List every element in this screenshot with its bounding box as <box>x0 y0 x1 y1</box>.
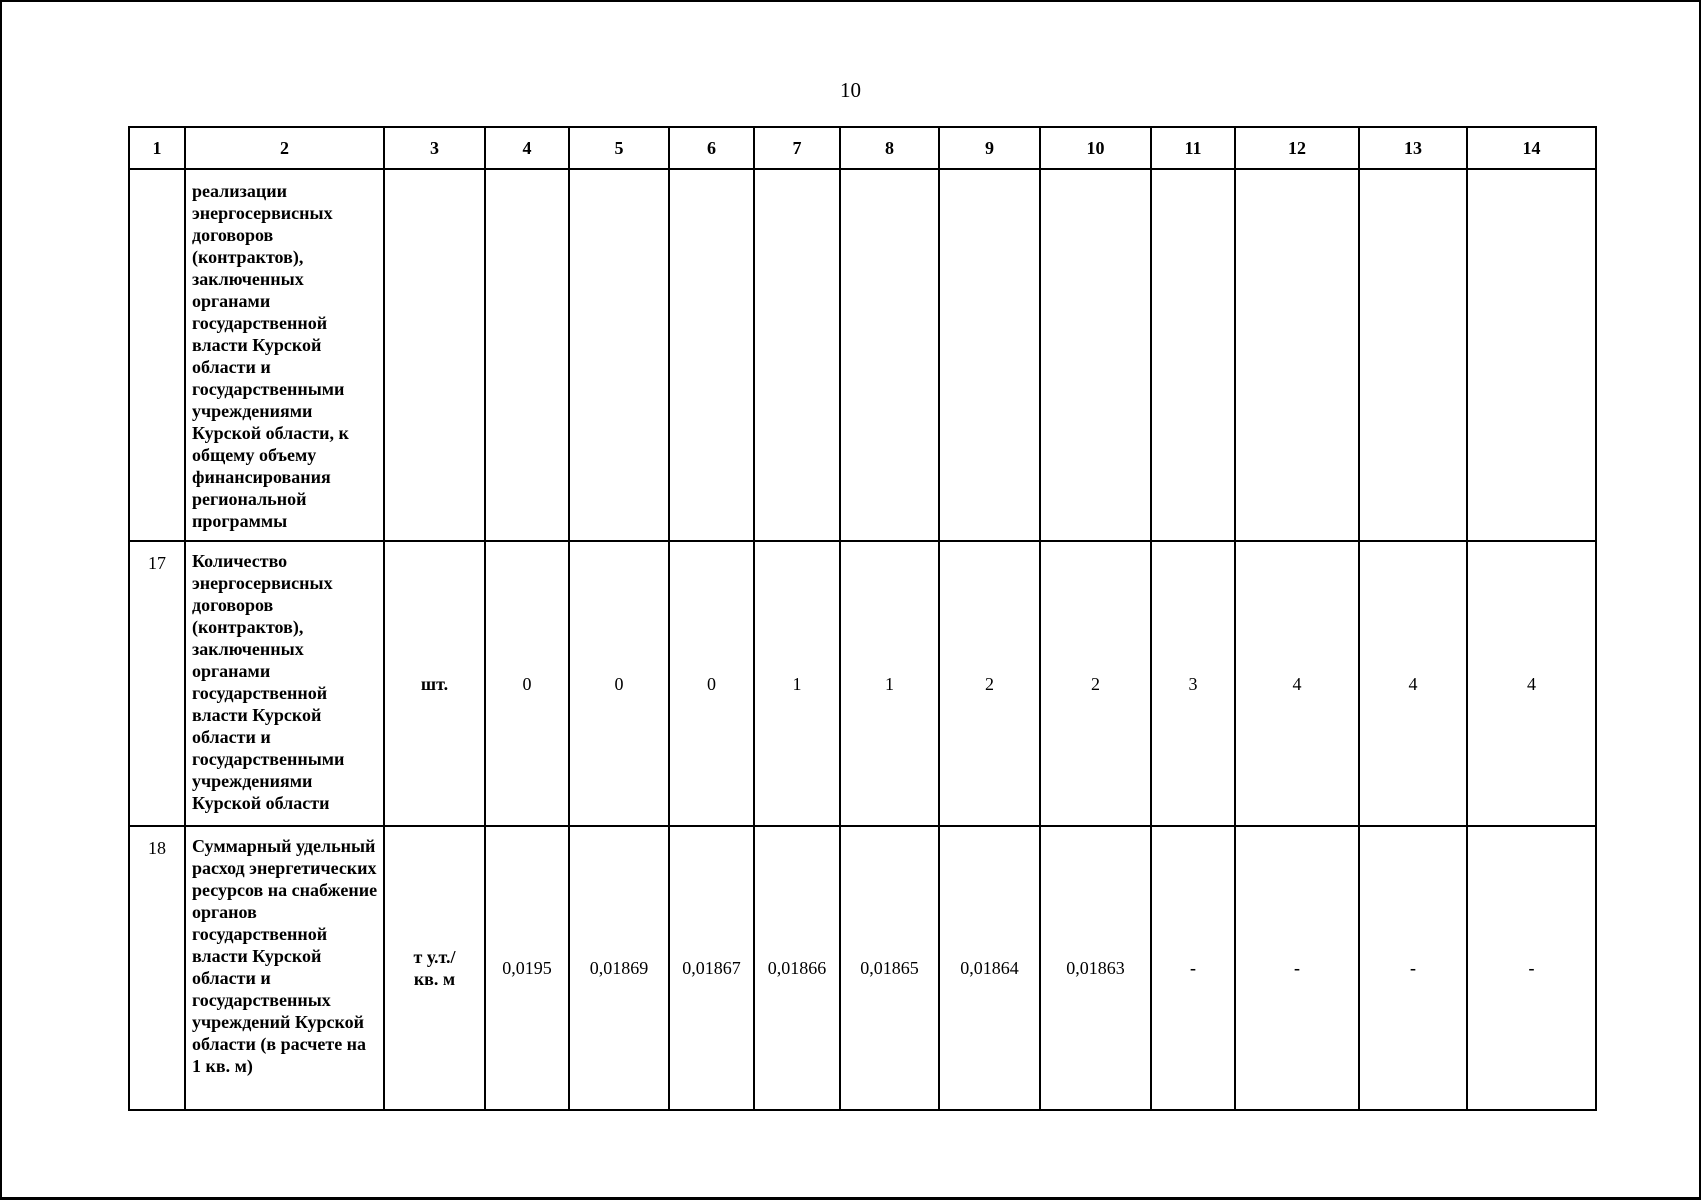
value-cell <box>840 169 939 541</box>
column-header: 5 <box>569 127 669 169</box>
column-header: 14 <box>1467 127 1596 169</box>
unit-cell: шт. <box>384 541 485 826</box>
value-cell: - <box>1359 826 1467 1110</box>
value-cell <box>1359 169 1467 541</box>
value-cell: 4 <box>1235 541 1359 826</box>
value-cell: 1 <box>754 541 840 826</box>
value-cell: 0,01865 <box>840 826 939 1110</box>
column-header: 7 <box>754 127 840 169</box>
value-cell: 0,01869 <box>569 826 669 1110</box>
value-cell <box>1235 169 1359 541</box>
value-cell: - <box>1151 826 1235 1110</box>
column-header: 12 <box>1235 127 1359 169</box>
table-row <box>129 169 1596 541</box>
column-header: 8 <box>840 127 939 169</box>
value-cell: 0 <box>669 541 754 826</box>
value-cell: 2 <box>1040 541 1151 826</box>
column-header: 9 <box>939 127 1040 169</box>
row-number: 17 <box>129 541 185 826</box>
value-cell: 0 <box>569 541 669 826</box>
header-row <box>129 127 1596 169</box>
value-cell <box>1151 169 1235 541</box>
page-number: 10 <box>840 78 861 102</box>
value-cell: 4 <box>1359 541 1467 826</box>
column-header: 6 <box>669 127 754 169</box>
table-row <box>129 541 1596 826</box>
value-cell: 3 <box>1151 541 1235 826</box>
value-cell <box>1467 169 1596 541</box>
value-cell: 0,01866 <box>754 826 840 1110</box>
column-header: 1 <box>129 127 185 169</box>
value-cell <box>569 169 669 541</box>
value-cell: 1 <box>840 541 939 826</box>
value-cell <box>485 169 569 541</box>
value-cell <box>1040 169 1151 541</box>
value-cell <box>939 169 1040 541</box>
value-cell: 0,01867 <box>669 826 754 1110</box>
value-cell: 2 <box>939 541 1040 826</box>
value-cell: 4 <box>1467 541 1596 826</box>
unit-text: т у.т./ кв. м <box>413 947 456 989</box>
value-cell: 0,0195 <box>485 826 569 1110</box>
unit-cell <box>384 169 485 541</box>
column-header: 10 <box>1040 127 1151 169</box>
column-header: 11 <box>1151 127 1235 169</box>
indicator-name: Суммарный удельный расход энергетических ресурсов на снабжение органов государственной власти Курской области и государственных учреждений Курской области (в расчете на 1 кв. м) <box>185 826 384 1110</box>
value-cell <box>669 169 754 541</box>
column-header: 2 <box>185 127 384 169</box>
value-cell: 0 <box>485 541 569 826</box>
column-header: 13 <box>1359 127 1467 169</box>
column-header: 4 <box>485 127 569 169</box>
row-number: 18 <box>129 826 185 1110</box>
indicator-name: реализации энергосервисных договоров (контрактов), заключенных органами государственной власти Курской области и государственными учреждениями Курской области, к общему объему финансирования региональной программы <box>185 169 384 541</box>
value-cell: - <box>1467 826 1596 1110</box>
value-cell <box>754 169 840 541</box>
value-cell: - <box>1235 826 1359 1110</box>
indicator-name: Количество энергосервисных договоров (контрактов), заключенных органами государственной власти Курской области и государственными учреждениями Курской области <box>185 541 384 826</box>
column-header: 3 <box>384 127 485 169</box>
table-row <box>129 826 1596 1110</box>
value-cell: 0,01863 <box>1040 826 1151 1110</box>
unit-cell <box>384 826 485 1110</box>
row-number <box>129 169 185 541</box>
value-cell: 0,01864 <box>939 826 1040 1110</box>
indicators-table <box>128 126 1597 1111</box>
